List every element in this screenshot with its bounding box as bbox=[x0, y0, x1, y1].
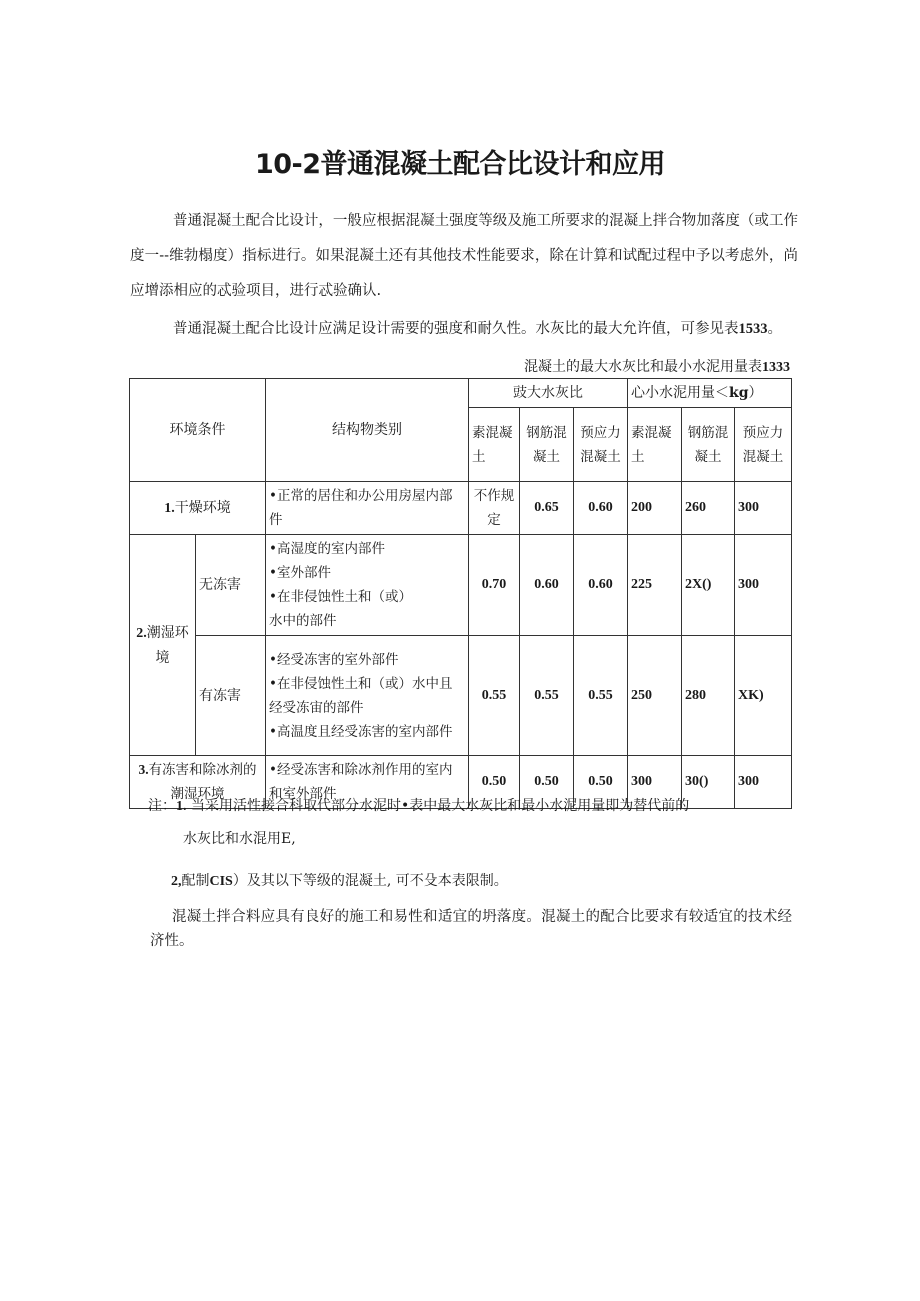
page-title: 10-2普通混凝土配合比设计和应用 bbox=[254, 149, 666, 180]
nofrost-min-plain: 225 bbox=[628, 535, 682, 636]
requirement-end: 。 bbox=[767, 321, 782, 337]
header-reinforced-concrete-2: 钢筋混凝土 bbox=[682, 408, 735, 482]
note-prefix: 注： bbox=[148, 798, 176, 814]
env-frost-salt-number: 3. bbox=[138, 762, 149, 777]
frost-max-pc: 0.55 bbox=[574, 636, 628, 756]
nofrost-max-rc: 0.60 bbox=[520, 535, 574, 636]
requirement-paragraph bbox=[130, 312, 798, 347]
table-row-humid-frost bbox=[130, 636, 792, 756]
header-prestressed-concrete-2: 预应力混凝土 bbox=[735, 408, 792, 482]
note-2-text: ）及其以下等级的混凝土, 可不殳本表限制。 bbox=[232, 873, 508, 889]
env-humid-label: 潮湿环境 bbox=[146, 624, 189, 666]
env-humid bbox=[130, 535, 196, 756]
header-min-cement-close: ） bbox=[748, 385, 763, 401]
struct-frost-item: •高温度且经受冻害的室内部件 bbox=[269, 723, 453, 740]
intro-paragraph: 普通混凝土配合比设计，一般应根据混凝土强度等级及施工所要求的混凝上拌合物加落度（或工作度一--维勃榻度）指标进行。如果混凝土还有其他技术性能要求，除在计算和试配过程中予以考虑外，尚应增添相应的忒验项目，进行忒验确认. bbox=[130, 213, 798, 299]
table-caption-number: 1333 bbox=[762, 360, 790, 375]
nofrost-max-pc: 0.60 bbox=[574, 535, 628, 636]
note-2-code: CIS bbox=[209, 874, 233, 889]
env-humid-number: 2. bbox=[136, 625, 147, 641]
note-1-text: 当采用活性接合科取代部分水泥时•表中最大水灰比和最小水泥用量即为替代前的 bbox=[190, 798, 690, 814]
struct-nofrost bbox=[266, 535, 469, 636]
note-1 bbox=[148, 795, 689, 815]
frost-min-plain: 250 bbox=[628, 636, 682, 756]
frost-salt-max-pc: 0.50 bbox=[574, 756, 628, 809]
struct-frost-item: •在非侵蚀性土和（或）水中且经受冻宙的部件 bbox=[269, 675, 453, 716]
frost-min-pc: XK) bbox=[735, 636, 792, 756]
nofrost-min-pc: 300 bbox=[735, 535, 792, 636]
struct-frost-salt: •经受冻害和除冰剂作用的室内和室外部件 bbox=[266, 756, 469, 809]
frost-max-rc: 0.55 bbox=[520, 636, 574, 756]
dry-min-pc: 300 bbox=[735, 482, 792, 535]
struct-nofrost-item: •在非侵蚀性土和（或） bbox=[269, 589, 412, 605]
header-min-cement-unit: kg bbox=[729, 385, 749, 401]
header-plain-concrete: 素混凝土 bbox=[469, 408, 520, 482]
dry-max-plain: 不作规定 bbox=[469, 482, 520, 535]
env-frost-salt-label: 有冻害和除冰剂的潮湿环境 bbox=[148, 762, 257, 802]
table-caption bbox=[524, 356, 790, 376]
dry-min-rc: 260 bbox=[682, 482, 735, 535]
note-2-prefix: 配制 bbox=[181, 873, 210, 889]
struct-nofrost-item: •室外部件 bbox=[269, 565, 331, 581]
note-2 bbox=[171, 870, 508, 890]
dry-max-pc: 0.60 bbox=[574, 482, 628, 535]
header-environment: 环境条件 bbox=[130, 379, 266, 482]
frost-salt-min-pc: 300 bbox=[735, 756, 792, 809]
frost-min-rc: 280 bbox=[682, 636, 735, 756]
nofrost-max-plain: 0.70 bbox=[469, 535, 520, 636]
requirement-text: 普通混凝土配合比设计应满足设计需要的强度和耐久性。水灰比的最大允许值，可参见表 bbox=[173, 321, 739, 337]
env-dry-label: 干燥环境 bbox=[174, 499, 231, 516]
frost-salt-min-plain: 300 bbox=[628, 756, 682, 809]
header-min-cement-text: 心小水泥用量＜ bbox=[631, 385, 730, 401]
closing-paragraph: 混凝土拌合料应具有良好的施工和易性和适宜的坍落度。混凝土的配合比要求有较适宜的技术经济性。 bbox=[150, 909, 792, 949]
header-min-cement bbox=[628, 379, 792, 408]
water-cement-table bbox=[129, 378, 792, 809]
note-1-number: 1. bbox=[176, 799, 187, 814]
env-nofrost: 无冻害 bbox=[196, 535, 266, 636]
struct-frost-item: •经受冻害的室外部件 bbox=[269, 651, 399, 668]
header-plain-concrete-2: 素混凝土 bbox=[628, 408, 682, 482]
table-caption-text: 混凝土的最大水灰比和最小水泥用量表 bbox=[524, 359, 762, 375]
header-structure: 结构物类别 bbox=[266, 379, 469, 482]
header-reinforced-concrete: 钢筋混凝土 bbox=[520, 408, 574, 482]
dry-min-plain: 200 bbox=[628, 482, 682, 535]
frost-salt-max-plain: 0.50 bbox=[469, 756, 520, 809]
table-row-humid-nofrost bbox=[130, 535, 792, 636]
nofrost-min-rc: 2X() bbox=[682, 535, 735, 636]
frost-salt-max-rc: 0.50 bbox=[520, 756, 574, 809]
note-2-number: 2, bbox=[171, 874, 182, 889]
frost-salt-min-rc: 30() bbox=[682, 756, 735, 809]
table-row-dry bbox=[130, 482, 792, 535]
env-dry-number: 1. bbox=[164, 500, 175, 516]
struct-frost bbox=[266, 636, 469, 756]
env-frost: 有冻害 bbox=[196, 636, 266, 756]
struct-nofrost-item: 水中的部件 bbox=[269, 613, 337, 629]
header-prestressed-concrete: 预应力混凝土 bbox=[574, 408, 628, 482]
env-dry bbox=[130, 482, 266, 535]
frost-max-plain: 0.55 bbox=[469, 636, 520, 756]
struct-dry: •正常的居住和办公用房屋内部件 bbox=[266, 482, 469, 535]
struct-nofrost-item: •高湿度的室内部件 bbox=[269, 541, 385, 557]
table-reference: 1533 bbox=[738, 321, 768, 337]
note-1-continued: 水灰比和水混用E, bbox=[183, 831, 296, 847]
dry-max-rc: 0.65 bbox=[520, 482, 574, 535]
header-max-water-cement: 豉大水灰比 bbox=[469, 379, 628, 408]
